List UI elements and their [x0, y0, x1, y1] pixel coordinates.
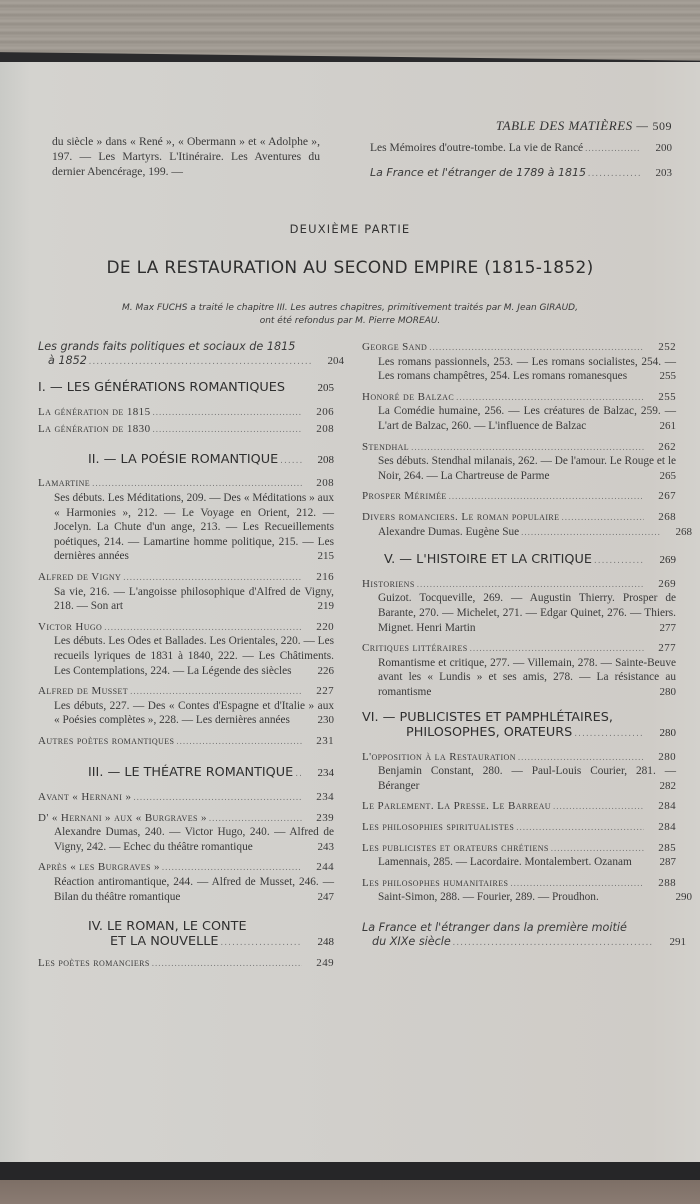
toc-entry[interactable]: Critiques littéraires ..... 277 Romantisme et critique, 277. — Villemain, 278. — Sainte-Beuve avant les « Lundis » et ses amis, 278. — La résistance au romantisme 280 [362, 641, 676, 699]
toc-left-column [38, 340, 344, 977]
toc-entry[interactable]: La génération de 1830 ..... 208 [38, 422, 334, 437]
chapter-heading[interactable]: IV. LE ROMAN, LE CONTE ET LA NOUVELLE ..... 248 [38, 920, 334, 950]
toc-entry[interactable]: Autres poètes romantiques ..... 231 [38, 734, 334, 749]
book-cover-edge-bottom [0, 1162, 700, 1180]
table-surface-bottom [0, 1180, 700, 1204]
toc-entry[interactable]: Historiens ..... 269 Guizot. Tocqueville, 269. — Augustin Thierry. Prosper de Barante, 270. — Michelet, 271. — Edgar Quinet, 276. — Thiers. Mignet. Henri Martin 277 [362, 577, 676, 635]
chapter-heading[interactable]: II. — LA POÉSIE ROMANTIQUE ..... 208 [38, 453, 334, 469]
toc-entry[interactable]: Les Mémoires d'outre-tombe. La vie de Rancé ..... 200 [370, 142, 672, 154]
chapter-heading[interactable]: VI. — PUBLICISTES ET PAMPHLÉTAIRES, PHILOSOPHES, ORATEURS ..... 280 [362, 711, 676, 741]
table-surface-top [0, 0, 700, 60]
part-credits: M. Max FUCHS a traité le chapitre III. Les autres chapitres, primitivement traités par M. Jean GIRAUD, ont été refondus par M. Pierre MOREAU. [122, 303, 578, 326]
running-head-title: TABLE DES MATIÈRES — [495, 118, 649, 133]
toc-entry[interactable]: Avant « Hernani » ..... 234 [38, 790, 334, 805]
running-head [496, 118, 672, 134]
toc-entry[interactable]: L'opposition à la Restauration ..... 280 Benjamin Constant, 280. — Paul-Louis Courier, 281. — Béranger 282 [362, 750, 676, 794]
chapter-heading[interactable]: I. — LES GÉNÉRATIONS ROMANTIQUES 205 [38, 380, 334, 395]
toc-entry[interactable]: Victor Hugo ..... 220 Les débuts. Les Odes et Ballades. Les Orientales, 220. — Les recueils lyriques de 1831 à 1840, 222. — Les Châtiments. Les Contemplations, 224. — La Légende des siècles 226 [38, 620, 334, 678]
toc-entry[interactable]: D' « Hernani » aux « Burgraves » ..... 239 Alexandre Dumas, 240. — Victor Hugo, 240. — Alfred de Vigny, 242. — Echec du théâtre romantique 243 [38, 811, 334, 855]
part-title: DE LA RESTAURATION AU SECOND EMPIRE (1815-1852) [106, 258, 594, 278]
chapter-heading[interactable]: III. — LE THÉATRE ROMANTIQUE ..... 234 [38, 766, 334, 782]
toc-entry[interactable]: Stendhal ..... 262 Ses débuts. Stendhal milanais, 262. — De l'amour. Le Rouge et le Noir, 264. — La Chartreuse de Parme 265 [362, 440, 676, 484]
toc-entry[interactable]: Prosper Mérimée ..... 267 [362, 489, 676, 504]
chapter-heading[interactable]: V. — L'HISTOIRE ET LA CRITIQUE ..... 269 [362, 553, 676, 569]
toc-entry[interactable]: Les poètes romanciers ..... 249 [38, 956, 334, 971]
toc-entry[interactable]: Lamartine ..... 208 Ses débuts. Les Méditations, 209. — Des « Méditations » aux « Harmonies », 212. — Le Voyage en Orient, 212. — Jocelyn. La Chute d'un ange, 213. — Les Recueillements poétiques, 214. — Lamartine homme politique, 215. — Les dernières années 215 [38, 476, 334, 564]
toc-outro[interactable]: La France et l'étranger dans la première moitié du XIXe siècle ..... 291 [362, 921, 676, 950]
toc-entry[interactable]: Divers romanciers. Le roman populaire ..... 268 Alexandre Dumas. Eugène Sue ..... 268 [362, 510, 676, 539]
toc-entry[interactable]: Alfred de Vigny ..... 216 Sa vie, 216. — L'angoisse philosophique d'Alfred de Vigny, 218. — Son art 219 [38, 570, 334, 614]
part-label: DEUXIÈME PARTIE [289, 222, 411, 236]
toc-intro[interactable]: Les grands faits politiques et sociaux de 1815 à 1852 ..... 204 [38, 340, 334, 369]
toc-entry[interactable]: Honoré de Balzac ..... 255 La Comédie humaine, 256. — Les créatures de Balzac, 259. — L'art de Balzac, 260. — L'influence de Balzac 261 [362, 390, 676, 434]
toc-right-column [362, 340, 692, 958]
toc-entry[interactable]: La France et l'étranger de 1789 à 1815 ..... 203 [370, 166, 672, 179]
toc-entry[interactable]: Les publicistes et orateurs chrétiens ..... 285 Lamennais, 285. — Lacordaire. Montalembert. Ozanam 287 [362, 841, 676, 870]
continued-text: du siècle » dans « René », « Obermann » et « Adolphe », 197. — Les Martyrs. L'Itinéraire. Les Aventures du dernier Abencérage, 199. — [52, 135, 320, 178]
page-number: 509 [652, 119, 672, 133]
toc-entry[interactable]: Le Parlement. La Presse. Le Barreau ..... 284 [362, 799, 676, 814]
toc-entry[interactable]: George Sand ..... 252 Les romans passionnels, 253. — Les romans socialistes, 254. — Les romans champêtres, 254. Les romans romanesques 255 [362, 340, 676, 384]
toc-entry[interactable]: Après « les Burgraves » ..... 244 Réaction antiromantique, 244. — Alfred de Musset, 246. — Bilan du théâtre romantique 247 [38, 860, 334, 904]
previous-part-end [370, 142, 672, 179]
toc-entry[interactable]: Alfred de Musset ..... 227 Les débuts, 227. — Des « Contes d'Espagne et d'Italie » aux « Poésies complètes », 228. — Les dernières années 230 [38, 684, 334, 728]
toc-entry[interactable]: Les philosophies spiritualistes ..... 284 [362, 820, 676, 835]
toc-entry[interactable]: Les philosophes humanitaires ..... 288 Saint-Simon, 288. — Fourier, 289. — Proudhon. 290 [362, 876, 676, 905]
toc-entry[interactable]: La génération de 1815 ..... 206 [38, 405, 334, 420]
book-page [0, 62, 700, 1168]
